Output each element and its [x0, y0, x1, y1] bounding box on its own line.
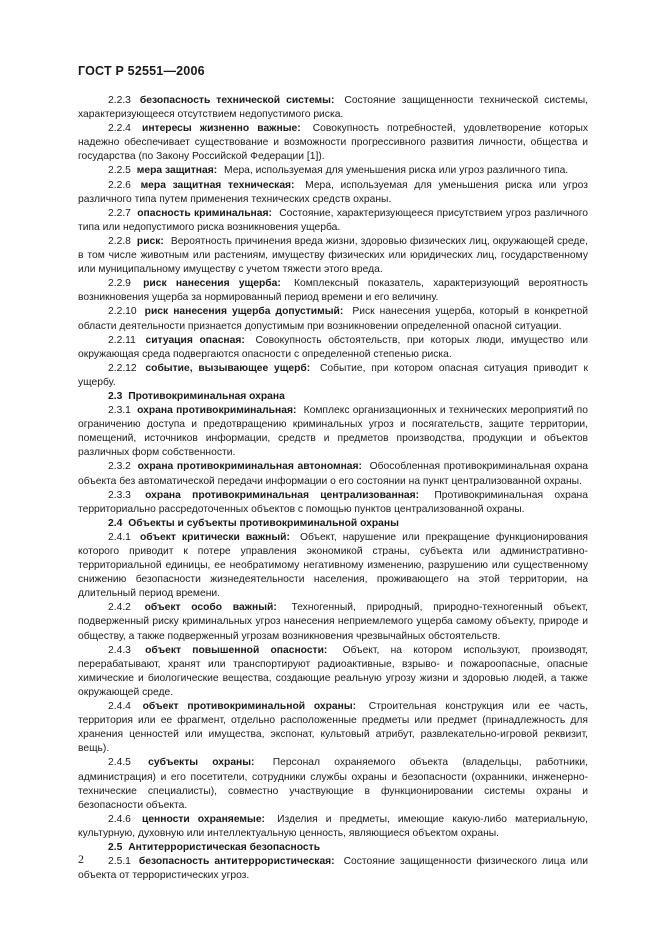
- term-name: охрана противокриминальная автономная:: [137, 461, 362, 473]
- term-name: интересы жизненно важные:: [141, 123, 301, 135]
- clause-number: 2.4.5: [108, 757, 131, 769]
- term-definition: Мера, используемая для уменьшения риска или угроз различного типа путем применения технических средств охраны.: [78, 179, 588, 205]
- document-body: [78, 94, 588, 883]
- term-definition: Совокупность обстоятельств, при которых люди, имущество или окружающая среда подвергаются опасности с определенной степенью риска.: [78, 334, 588, 360]
- term-name: событие, вызывающее ущерб:: [145, 362, 311, 374]
- clause-number: 2.2.8: [108, 235, 131, 247]
- term-definition: Объект, на котором используют, производят, перерабатывают, хранят или транспортируют радиоактивные, взрыво- и пожароопасные, опасные химические и биологические вещества, создающие реальную угрозу жизни и здоровью людей, а также окружающей среде.: [78, 644, 588, 698]
- definition-paragraph: [78, 460, 588, 488]
- definition-paragraph: [78, 756, 588, 812]
- term-definition: Совокупность потребностей, удовлетворение которых надежно обеспечивает существование и возможности прогрессивного развития личности, общества и государства (по Закону Российской Федерации [1]).: [78, 123, 588, 163]
- definition-paragraph: [78, 855, 588, 883]
- section-heading: [78, 390, 588, 404]
- term-definition: Изделия и предметы, имеющие какую-либо материальную, культурную, духовную или интеллектуальную ценность, являющиеся объектом охраны.: [78, 813, 588, 839]
- term-name: охрана противокриминальная:: [137, 405, 297, 417]
- term-definition: Обособленная противокриминальная охрана объекта без автоматической передачи информации о его состоянии на пункт централизованной охраны.: [78, 461, 588, 487]
- term-definition: Техногенный, природный, природно-техногенный объект, подверженный риску криминальных угроз нанесения неприемлемого ущерба самому объекту, природе и обществу, а также подверженный угрозам возникновения чрезвычайных обстоятельств.: [78, 602, 588, 642]
- clause-number: 2.2.6: [108, 179, 131, 191]
- term-name: мера защитная техническая:: [140, 179, 295, 191]
- definition-paragraph: [78, 531, 588, 601]
- section-number: 2.4: [108, 517, 123, 529]
- term-definition: Комплексный показатель, характеризующий вероятность возникновения ущерба за нормированный период времени и его величину.: [78, 278, 588, 304]
- clause-number: 2.4.4: [108, 701, 131, 713]
- clause-number: 2.4.3: [108, 644, 131, 656]
- term-name: безопасность антитеррористическая:: [138, 856, 335, 868]
- definition-paragraph: [78, 235, 588, 277]
- clause-number: 2.2.5: [108, 165, 131, 177]
- clause-number: 2.2.11: [108, 334, 136, 346]
- clause-number: 2.3.1: [108, 405, 131, 417]
- term-name: ситуация опасная:: [145, 334, 245, 346]
- definition-paragraph: [78, 700, 588, 756]
- term-name: объект особо важный:: [144, 602, 277, 614]
- term-name: объект повышенной опасности:: [145, 644, 328, 656]
- section-heading: [78, 517, 588, 531]
- section-number: 2.3: [108, 390, 123, 402]
- term-definition: Вероятность причинения вреда жизни, здоровью физических лиц, окружающей среде, в том числе животным или растениям, имуществу физических или юридических лиц, государственному или муниципальному имуществу с учетом тяжести этого вреда.: [78, 235, 588, 276]
- term-name: субъекты охраны:: [148, 757, 255, 769]
- term-name: безопасность технической системы:: [139, 95, 335, 106]
- clause-number: 2.4.1: [108, 531, 131, 543]
- term-name: риск:: [136, 235, 164, 247]
- clause-number: 2.2.7: [108, 207, 131, 219]
- term-definition: Состояние защищенности технической системы, характеризующееся отсутствием недопустимого риска.: [78, 95, 588, 121]
- clause-number: 2.4.2: [108, 602, 131, 614]
- clause-number: 2.2.4: [108, 123, 131, 135]
- definition-paragraph: [78, 813, 588, 841]
- term-definition: Объект, нарушение или прекращение функционирования которого приводит к потере управления экономикой страны, субъекта или административно-территориальной единицы, ее необратимому негативному изменению, разрушению или существенному снижению безопасности жизнедеятельности населения, проживающего на этой территории, на длительный период времени.: [78, 531, 588, 600]
- definition-paragraph: [78, 179, 588, 207]
- definition-paragraph: [78, 362, 588, 390]
- clause-number: 2.3.2: [108, 461, 131, 473]
- clause-number: 2.4.6: [108, 813, 131, 825]
- section-title: Антитеррористическая безопасность: [128, 841, 321, 853]
- definition-paragraph: [78, 277, 588, 305]
- definition-paragraph: [78, 94, 588, 122]
- term-name: мера защитная:: [136, 165, 218, 177]
- definition-paragraph: [78, 644, 588, 700]
- term-definition: Риск нанесения ущерба, который в конкретной области деятельности признается допустимым при возникновении определенной опасной ситуации.: [78, 306, 588, 332]
- term-name: объект противокриминальной охраны:: [142, 701, 357, 713]
- document-header: ГОСТ Р 52551—2006: [78, 64, 205, 78]
- term-definition: Персонал охраняемого объекта (владельцы, работники, администрация) и его посетители, сотрудники службы охраны и безопасности (охранники, инженерно-технические специалисты), совместно участвующие в функционировании системы охраны и безопасности объекта.: [78, 757, 588, 811]
- clause-number: 2.2.3: [108, 95, 131, 106]
- term-definition: Состояние, характеризующееся присутствием угроз различного типа или недопустимого риска возникновения ущерба.: [78, 207, 588, 233]
- definition-paragraph: [78, 122, 588, 164]
- definition-paragraph: [78, 404, 588, 460]
- definition-paragraph: [78, 207, 588, 235]
- term-definition: Событие, при котором опасная ситуация приводит к ущербу.: [78, 362, 588, 388]
- clause-number: 2.2.12: [108, 362, 137, 374]
- section-number: 2.5: [108, 841, 123, 853]
- term-name: ценности охраняемые:: [141, 813, 265, 825]
- term-definition: Противокриминальная охрана территориально рассредоточенных объектов с помощью пунктов централизованной охраны.: [78, 489, 588, 515]
- definition-paragraph: [78, 601, 588, 643]
- definition-paragraph: [78, 489, 588, 517]
- term-name: охрана противокриминальная централизованная:: [145, 489, 420, 501]
- term-name: опасность криминальная:: [137, 207, 272, 219]
- clause-number: 2.2.10: [108, 306, 137, 318]
- term-name: объект критически важный:: [139, 531, 290, 543]
- term-definition: Комплекс организационных и технических мероприятий по ограничению доступа и предотвращению криминальных угроз и посягательств, защите территории, помещений, источников информации, средств и предметов производства, продукции и объектов различных форм собственности.: [78, 405, 588, 459]
- definition-paragraph: [78, 305, 588, 333]
- page-number: 2: [78, 852, 84, 866]
- definition-paragraph: [78, 164, 588, 178]
- clause-number: 2.5.1: [108, 856, 131, 868]
- section-heading: [78, 841, 588, 855]
- term-name: риск нанесения ущерба:: [143, 278, 281, 290]
- definition-paragraph: [78, 334, 588, 362]
- term-definition: Мера, используемая для уменьшения риска или угроз различного типа.: [224, 165, 569, 177]
- clause-number: 2.3.3: [108, 489, 131, 501]
- term-definition: Состояние защищенности физического лица или объекта от террористических угроз.: [78, 856, 588, 882]
- section-title: Объекты и субъекты противокриминальной охраны: [128, 517, 399, 529]
- term-definition: Строительная конструкция или ее часть, территория или ее фрагмент, отдельно расположенные предметы или предмет (принадлежность для хранения ценностей или имущества, экспонат, культовый атрибут, развлекательно-игровой реквизит, вещь).: [78, 701, 588, 755]
- term-name: риск нанесения ущерба допустимый:: [144, 306, 344, 318]
- section-title: Противокриминальная охрана: [128, 390, 285, 402]
- clause-number: 2.2.9: [108, 278, 131, 290]
